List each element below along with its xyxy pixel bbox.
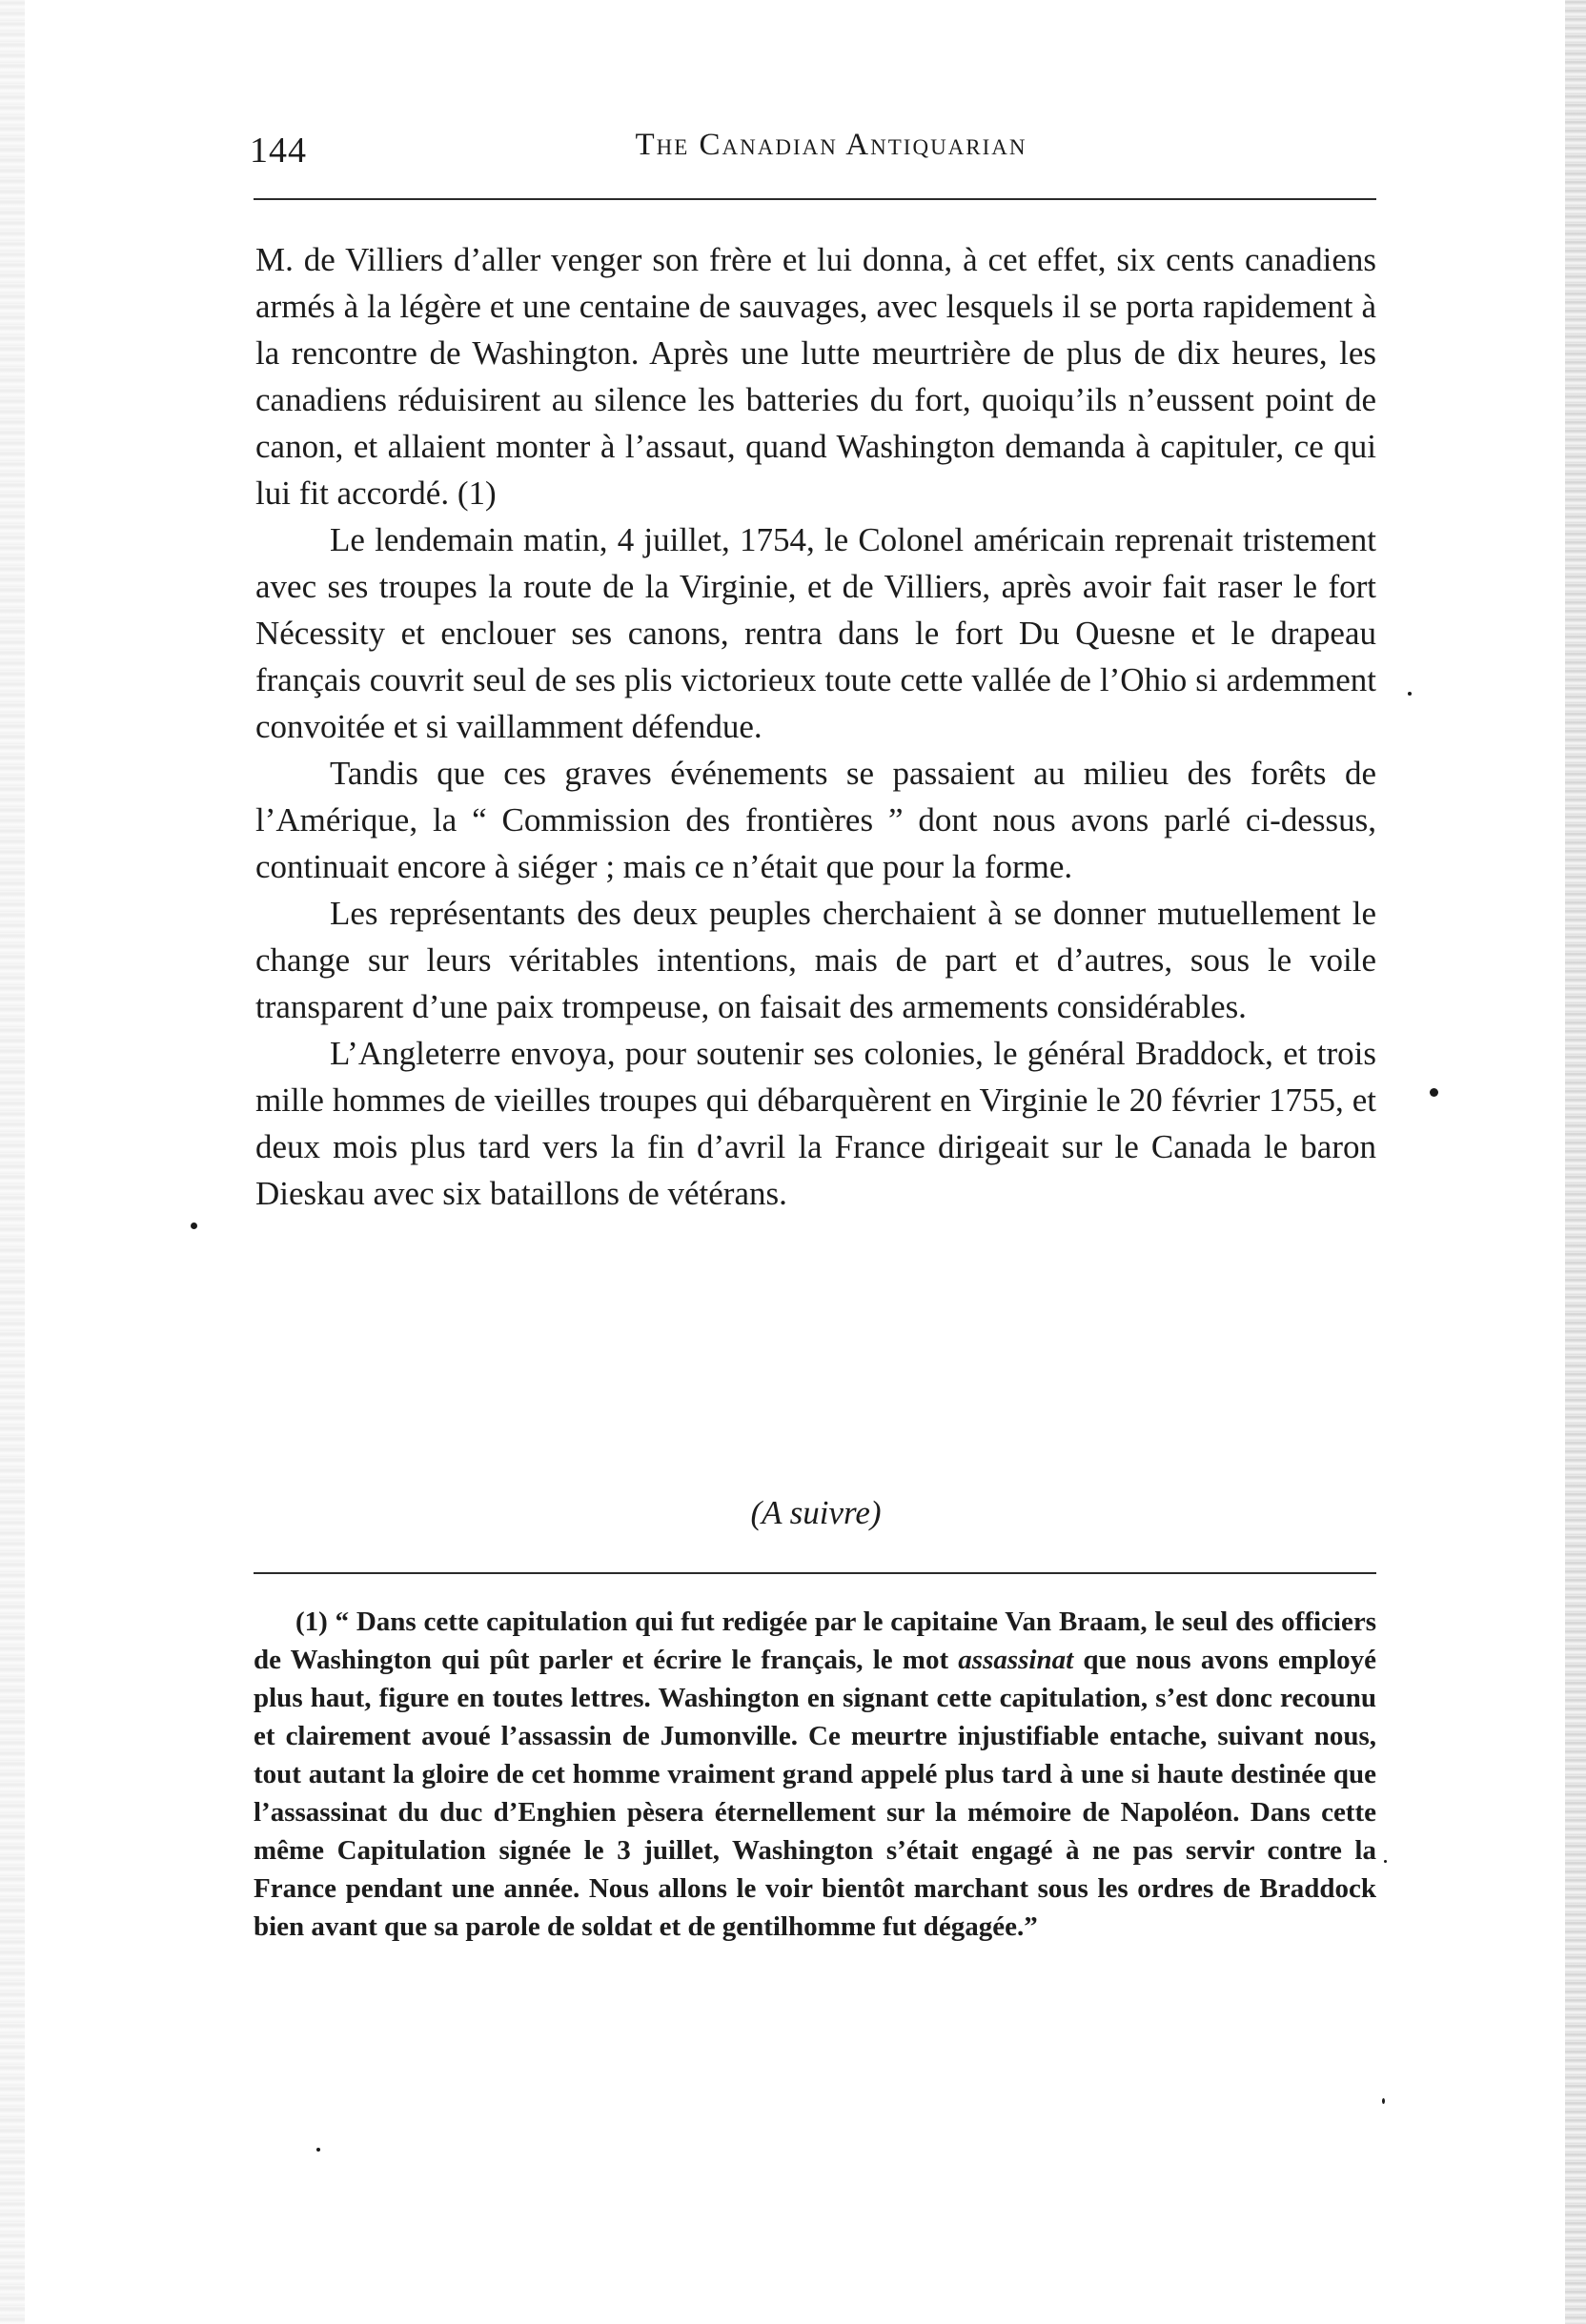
ink-speck [316, 2148, 320, 2152]
footnote-emphasis: assassinat [958, 1645, 1074, 1675]
paragraph-5: L’Angleterre envoya, pour soutenir ses colonies, le général Braddock, et trois mille hommes de vieilles troupes qui débarquèrent en Virginie le 20 février 1755, et deux mois plus tard vers la fin d’avril la France dirigeait sur le Canada le baron Dieskau avec six bataillons de vétérans. [255, 1035, 1376, 1212]
ink-speck [1408, 692, 1412, 696]
ink-speck [191, 1223, 197, 1229]
footnote-marker: (1) [295, 1607, 328, 1637]
paragraph-2: Le lendemain matin, 4 juillet, 1754, le Colonel américain reprenait tristement avec ses troupes la route de la Virginie, et de Villiers, après avoir fait raser le fort Nécessity et enclouer ses canons, rentra dans le fort Du Quesne et le drapeau français couvrit seul de ses plis victorieux toute cette vallée de l’Ohio si ardemment convoitée et si vaillamment défendue. [255, 521, 1376, 745]
main-text [255, 236, 1376, 1217]
footnote [254, 1603, 1376, 1946]
scan-right-edge [1565, 0, 1586, 2324]
running-head [250, 124, 1374, 177]
to-be-continued [255, 1494, 1376, 1532]
paragraph-3: Tandis que ces graves événements se passaient au milieu des forêts de l’Amérique, la “ Commission des frontières ” dont nous avons parlé ci-dessus, continuait encore à siéger ; mais ce n’était que pour la forme. [255, 755, 1376, 885]
journal-title: The Canadian Antiquarian [635, 128, 1027, 162]
footnote-text [254, 1603, 1376, 1946]
ink-speck [1382, 2098, 1385, 2104]
footnote-text-b: que nous avons employé plus haut, figure en toutes lettres. Washington en signant cette capitulation, s’est donc recounu et clairement avoué l’assassin de Jumonville. Ce meurtre injustifiable entache, suivant nous, tout autant la gloire de cet homme vraiment grand appelé plus tard à une si haute destinée que l’assassinat du duc d’Enghien pèsera éternellement sur la mémoire de Napoléon. Dans cette même Capitulation signée le 3 juillet, Washington s’était engagé à ne pas servir contre la France pendant une année. Nous allons le voir bientôt marchant sous les ordres de Braddock bien avant que sa parole de soldat et de gentilhomme fut dégagée.” [254, 1645, 1376, 1942]
to-be-continued-label: (A suivre) [750, 1494, 882, 1531]
paragraph-1: M. de Villiers d’aller venger son frère et lui donna, à cet effet, six cents canadiens armés à la légère et une centaine de sauvages, avec lesquels il se porta rapidement à la rencontre de Washington. Après une lutte meurtrière de plus de dix heures, les canadiens réduisirent au silence les batteries du fort, quoiqu’ils n’eussent point de canon, et allaient monter à l’assaut, quand Washington demanda à capituler, ce qui lui fit accordé. (1) [255, 241, 1376, 512]
ink-speck [1384, 1860, 1387, 1863]
page-number: 144 [250, 131, 307, 171]
footnote-rule [254, 1572, 1376, 1574]
ink-speck [1430, 1088, 1438, 1097]
scan-left-edge [0, 0, 25, 2324]
paragraph-4: Les représentants des deux peuples cherchaient à se donner mutuellement le change sur leurs véritables intentions, mais de part et d’autres, sous le voile transparent d’une paix trompeuse, on faisait des armements considérables. [255, 895, 1376, 1025]
header-rule [254, 198, 1376, 200]
footnote-text-a: “ Dans cette capitulation qui fut redigée par le capitaine Van Braam, le seul des officiers de Washington qui pût parler et écrire le français, le mot [254, 1607, 1376, 1675]
